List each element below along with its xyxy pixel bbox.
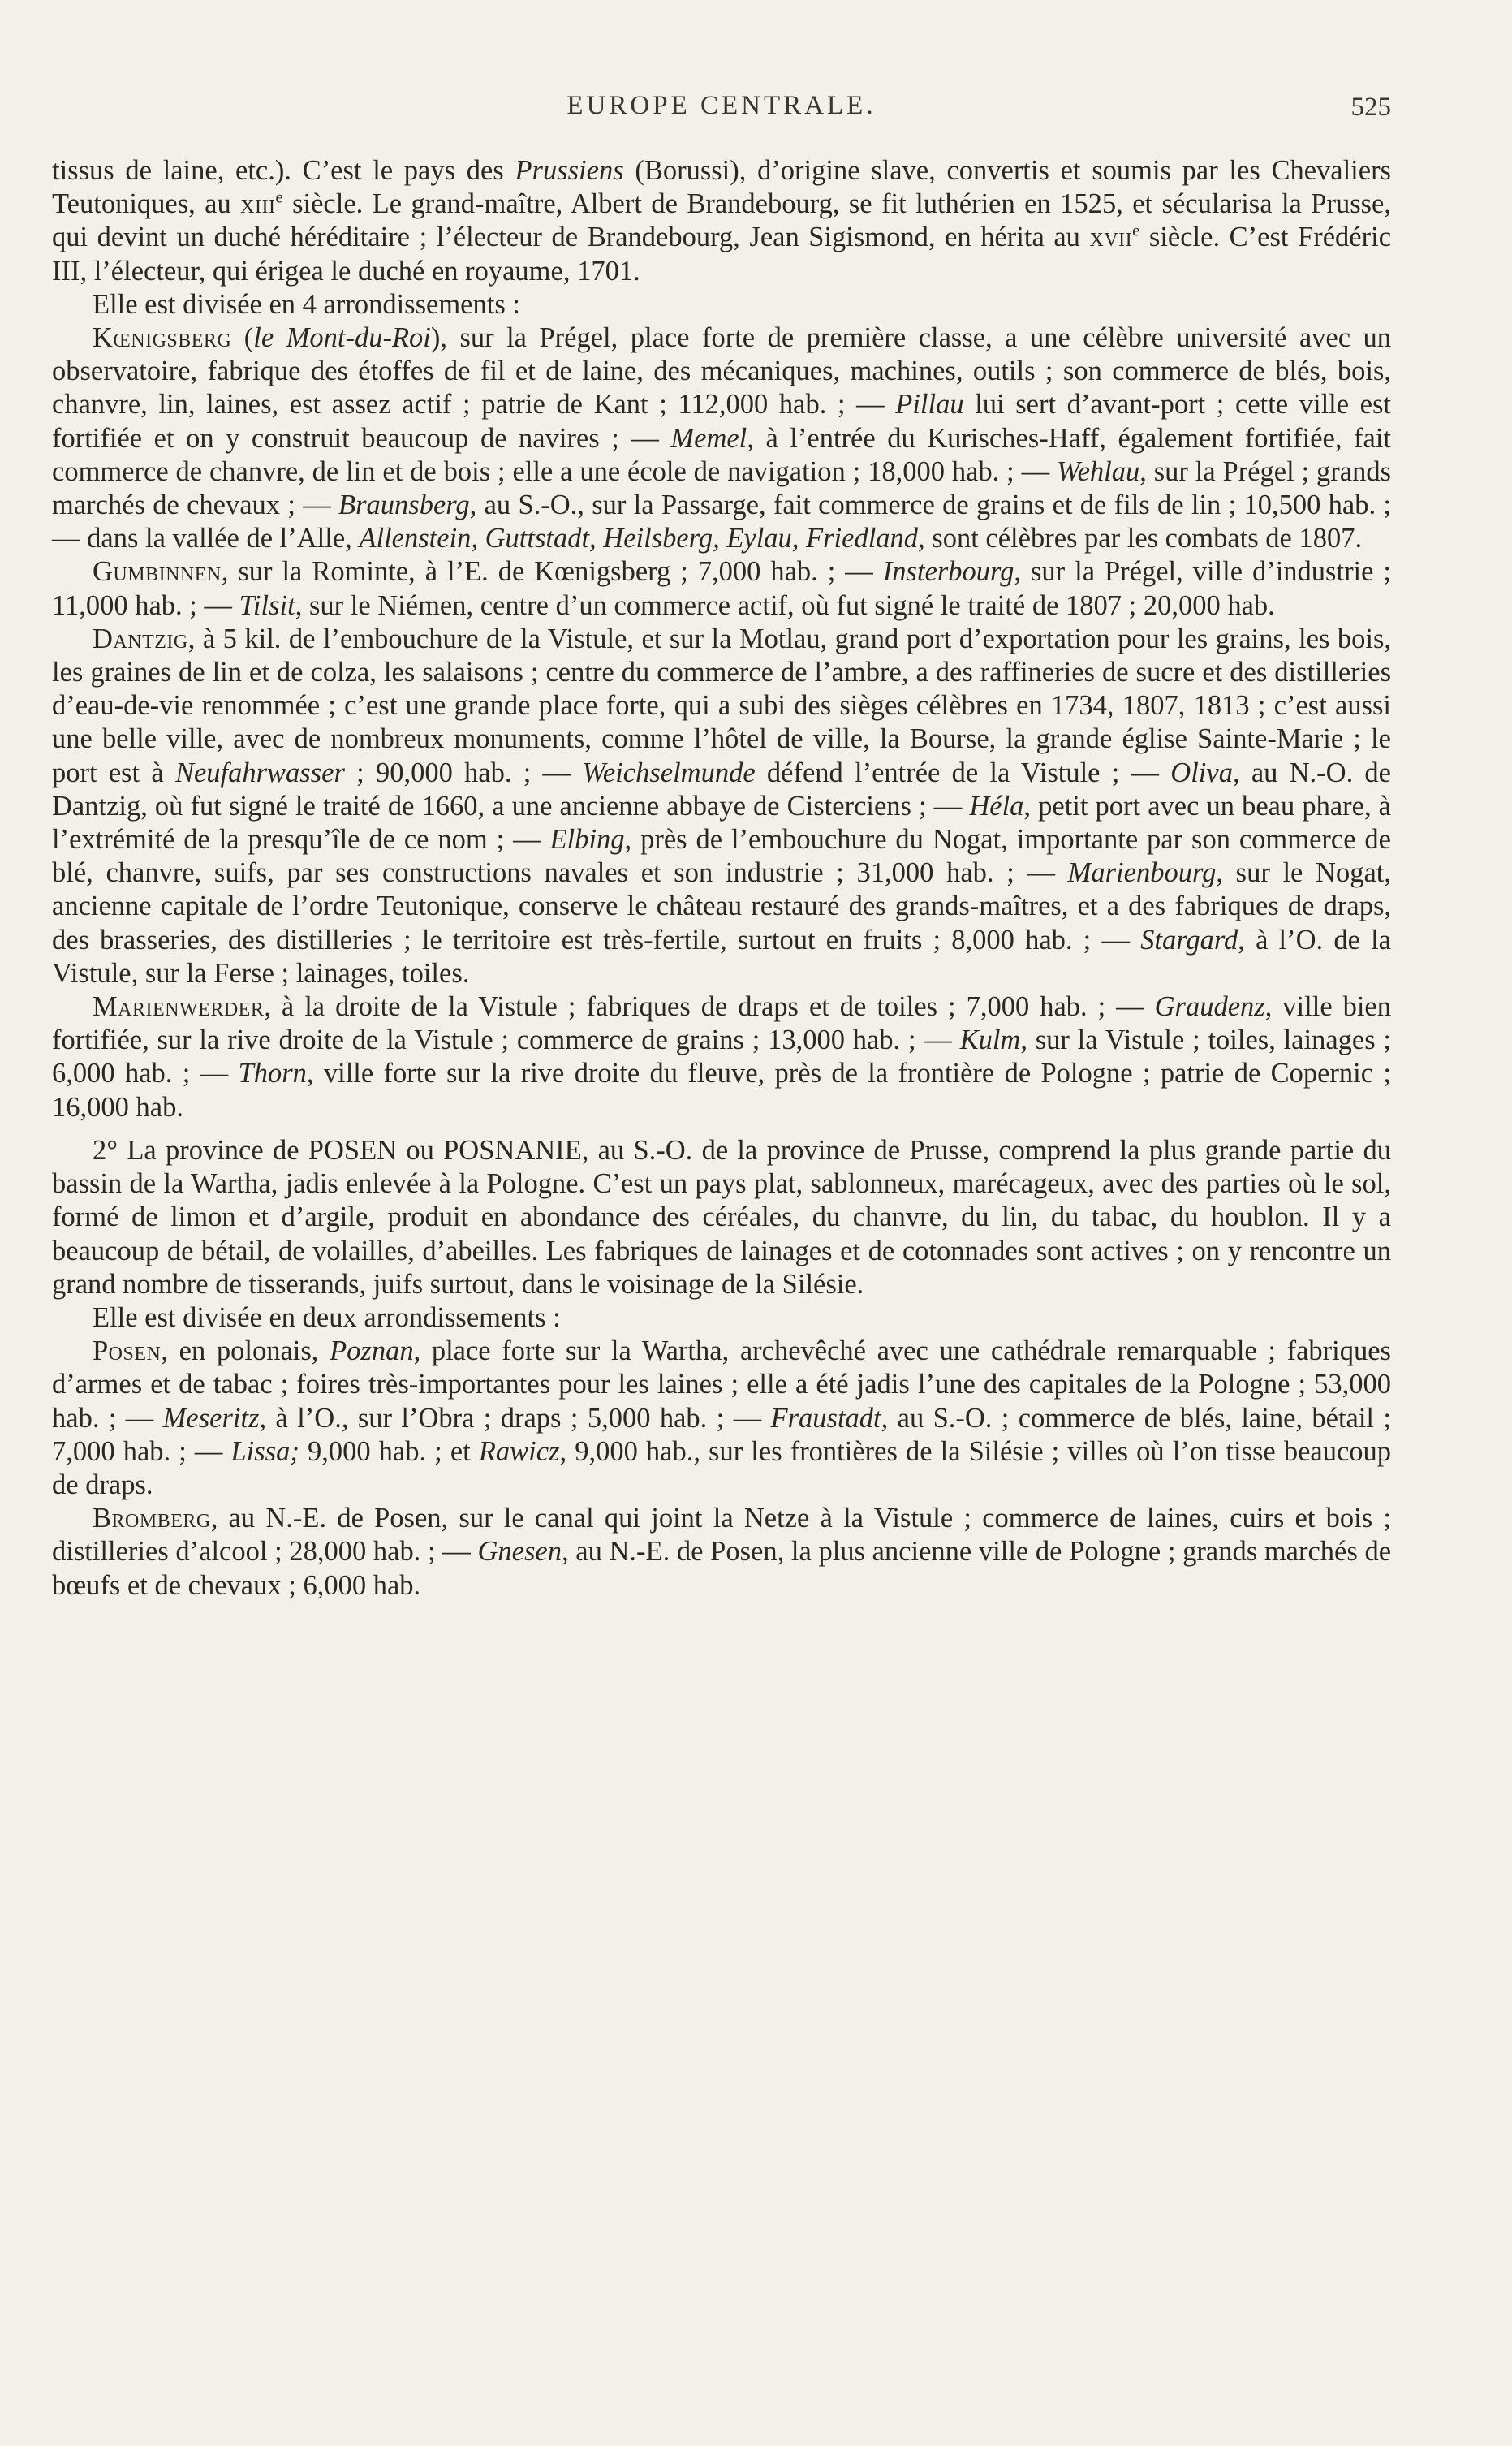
text-run: , sur la Vistule ; toiles, lainages ; 6,000 hab. ; — — [52, 1025, 1391, 1089]
text-run: ; 90,000 hab. ; — — [344, 757, 583, 788]
italic-text: Braunsberg — [338, 490, 470, 521]
text-run: , ville forte sur la rive droite du fleuve, près de la frontière de Pologne ; patrie de Copernic ; 16,000 hab. — [52, 1058, 1391, 1123]
text-run: , sur la Rominte, à l’E. de Kœnigsberg ; 7,000 hab. ; — — [221, 556, 883, 588]
paragraph — [52, 1301, 1391, 1335]
paragraph — [52, 1502, 1391, 1603]
text-run: , à l’entrée du Kurisches-Haff, également fortifiée, fait commerce de chanvre, de lin et de bois ; elle a une école de navigation ; 18,000 hab. ; — — [52, 422, 1391, 487]
page-header — [52, 91, 1391, 132]
paragraph — [52, 288, 1391, 321]
text-run: , près de l’embouchure du Nogat, importante par son commerce de blé, chanvre, suifs, par ses constructions navales et son industrie ; 31,000 hab. ; — — [52, 824, 1391, 889]
italic-text: le Mont-du-Roi — [253, 322, 431, 354]
text-run: , au N.-E. de Posen, sur le canal qui joint la Netze à la Vistule ; commerce de laines, cuirs et bois ; distilleries d’alcool ; 28,000 hab. ; — — [52, 1503, 1391, 1568]
text-run: , au S.-O., sur la Passarge, fait commerce de grains et de fils de lin ; 10,500 hab. ; — dans la vallée de l’Alle, — [52, 490, 1391, 554]
small-caps-text: Marienwerder — [93, 991, 265, 1023]
text-run: , en polonais, — [161, 1335, 330, 1367]
small-caps-text: Kœnigsberg — [93, 322, 232, 354]
paragraph — [52, 154, 1391, 288]
text-run: , à 5 kil. de l’embouchure de la Vistule, et sur la Motlau, grand port d’exportation pour les grains, les bois, les graines de lin et de colza, les salaisons ; centre du commerce de l’ambre, a des raffineries de sucre et des distilleries d’eau-de-vie renommée ; c’est une grande place forte, qui a subi des sièges célèbres en 1734, 1807, 1813 ; c’est aussi une belle ville, avec de nombreux monuments, comme l’hôtel de ville, la Bourse, la grande église Sainte-Marie ; le port est à — [52, 623, 1391, 788]
small-caps-text: Posen — [93, 1335, 162, 1367]
italic-text: Oliva, — [1170, 757, 1240, 788]
text-run: siècle. C’est Frédéric III, l’électeur, qui érigea le duché en royaume, 1701. — [52, 222, 1392, 287]
text-run: (Borussi), d’origine slave, convertis et soumis par les Chevaliers Teutoniques, au — [52, 155, 1391, 220]
text-run: , à l’O. de la Vistule, sur la Ferse ; lainages, toiles. — [52, 924, 1391, 989]
text-run: , sur le Niémen, centre d’un commerce actif, où fut signé le traité de 1807 ; 20,000 hab. — [295, 589, 1275, 621]
paragraph — [52, 321, 1391, 555]
superscript: e — [1132, 222, 1140, 240]
italic-text: Weichselmunde — [582, 757, 756, 788]
text-run: , sur le Nogat, ancienne capitale de l’ordre Teutonique, conserve le château restauré des grands-maîtres, et a des fabriques de draps, des brasseries, des distilleries ; le territoire est très-fertile, surtout en fruits ; 8,000 hab. ; — — [52, 857, 1391, 956]
italic-text: Elbing — [549, 824, 625, 856]
running-title: EUROPE CENTRALE. — [566, 91, 877, 120]
italic-text: Prussiens — [515, 155, 624, 186]
italic-text: Stargard — [1140, 924, 1238, 956]
italic-text: Gnesen — [477, 1536, 562, 1568]
text-run: ), sur la Prégel, place forte de première classe, a une célèbre université avec un observatoire, fabrique des étoffes de fil et de laine, des mécaniques, machines, outils ; son commerce de blés, bois, chanvre, lin, laines, est assez actif ; patrie de Kant ; 112,000 hab. ; — — [52, 322, 1392, 421]
text-run: , ville bien fortifiée, sur la rive droite de la Vistule ; commerce de grains ; 13,000 hab. ; — — [52, 991, 1391, 1056]
text-run: siècle. Le grand-maître, Albert de Brandebourg, se fit luthérien en 1525, et sécularisa la Prusse, qui devint un duché héréditaire ; l’électeur de Brandebourg, Jean Sigismond, en hérita au — [52, 188, 1391, 253]
text-run: , à l’O., sur l’Obra ; draps ; 5,000 hab. ; — — [259, 1402, 771, 1434]
italic-text: Rawicz — [478, 1435, 560, 1467]
text-run: , place forte sur la Wartha, archevêché avec une cathédrale remarquable ; fabriques d’armes et de tabac ; foires très-importantes pour les laines ; elle a été jadis l’une des capitales de la Pologne ; 53,000 hab. ; — — [52, 1335, 1391, 1434]
italic-text: Wehlau — [1057, 455, 1140, 487]
text-run: 2° La province de POSEN ou POSNANIE, au S.-O. de la province de Prusse, comprend la plus grande partie du bassin de la Wartha, jadis enlevée à la Pologne. C’est un pays plat, sablonneux, marécageux, avec des parties où le sol, formé de limon et d’argile, produit en abondance des céréales, du chanvre, du lin, du tabac, du houblon. Il y a beaucoup de bétail, de volailles, d’abeilles. Les fabriques de lainages et de cotonnades sont actives ; on y rencontre un grand nombre de tisserands, juifs surtout, dans le voisinage de la Silésie. — [52, 1134, 1391, 1300]
italic-text: Neufahrwasser — [174, 757, 345, 788]
small-caps-text: xiii — [240, 188, 276, 220]
italic-text: Marienbourg — [1067, 857, 1217, 889]
italic-text: Pillau — [895, 389, 964, 421]
text-run: , au S.-O. ; commerce de blés, laine, bétail ; 7,000 hab. ; — — [52, 1402, 1391, 1467]
text-run: défend l’entrée de la Vistule ; — — [755, 757, 1171, 788]
small-caps-text: xvii — [1089, 222, 1133, 253]
body-text — [52, 154, 1391, 1603]
italic-text: Memel — [670, 422, 747, 454]
italic-text: Poznan — [330, 1335, 414, 1367]
paragraph — [52, 1335, 1391, 1502]
small-caps-text: Bromberg — [93, 1503, 211, 1534]
italic-text: Héla — [969, 790, 1024, 822]
italic-text: Thorn — [238, 1058, 307, 1089]
text-run: sont célèbres par les combats de 1807. — [924, 523, 1363, 554]
paragraph — [52, 555, 1391, 622]
text-run: , 9,000 hab., sur les frontières de la Silésie ; villes où l’on tisse beaucoup de draps. — [52, 1435, 1392, 1500]
italic-text: Lissa; — [230, 1435, 299, 1467]
superscript: e — [275, 188, 283, 207]
text-run: tissus de laine, etc.). C’est le pays des — [52, 155, 515, 186]
text-run: 9,000 hab. ; et — [299, 1435, 479, 1467]
text-run: , petit port avec un beau phare, à l’extrémité de la presqu’île de ce nom ; — — [52, 790, 1391, 856]
paragraph — [52, 990, 1391, 1124]
paragraph — [52, 1134, 1391, 1301]
italic-text: Allenstein, Guttstadt, Heilsberg, Eylau, Friedland, — [359, 523, 925, 554]
text-run: ( — [231, 322, 254, 354]
text-run: , au N.-E. de Posen, la plus ancienne ville de Pologne ; grands marchés de bœufs et de chevaux ; 6,000 hab. — [52, 1536, 1392, 1601]
small-caps-text: Dantzig — [93, 623, 188, 654]
small-caps-text: Gumbinnen — [93, 556, 222, 588]
page-number: 525 — [1350, 93, 1391, 122]
text-run: , sur la Prégel ; grands marchés de chevaux ; — — [52, 455, 1392, 521]
italic-text: Meseritz — [162, 1402, 260, 1434]
text-run: , sur la Prégel, ville d’industrie ; 11,000 hab. ; — — [52, 556, 1392, 621]
paragraph — [52, 623, 1391, 990]
text-run: au N.-O. de Dantzig, où fut signé le traité de 1660, a une ancienne abbaye de Cisterciens ; — — [52, 757, 1391, 822]
text-run: , à la droite de la Vistule ; fabriques de draps et de toiles ; 7,000 hab. ; — — [264, 991, 1155, 1023]
text-run: Elle est divisée en deux arrondissements : — [93, 1301, 561, 1333]
italic-text: Graudenz — [1154, 991, 1265, 1023]
italic-text: Kulm — [959, 1025, 1021, 1056]
text-run: Elle est divisée en 4 arrondissements : — [93, 288, 520, 320]
italic-text: Fraustadt — [770, 1402, 881, 1434]
italic-text: Tilsit — [239, 589, 295, 621]
italic-text: Insterbourg — [882, 556, 1014, 588]
text-run: lui sert d’avant-port ; cette ville est fortifiée et on y construit beaucoup de navires ; — — [52, 389, 1391, 454]
